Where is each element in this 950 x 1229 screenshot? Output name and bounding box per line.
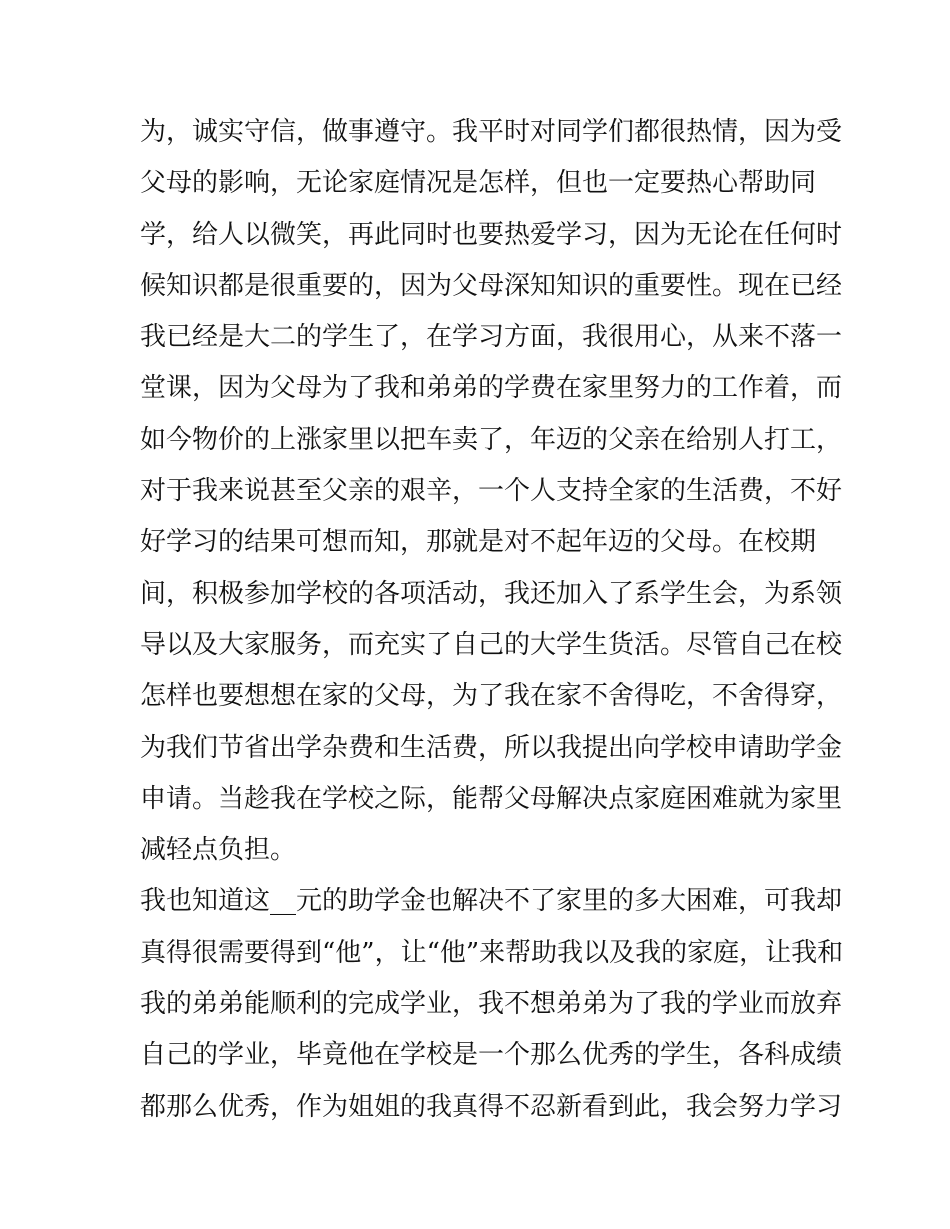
text-line: 申请。当趁我在学校之际，能帮父母解决点家庭困难就为家里: [140, 783, 843, 814]
text-line: 减轻点负担。: [140, 835, 297, 866]
text-line: 怎样也要想想在家的父母，为了我在家不舍得吃，不舍得穿，: [140, 681, 843, 712]
text-line: 真得很需要得到“他”，让“他”来帮助我以及我的家庭，让我和: [140, 937, 844, 968]
text-line: 为我们节省出学杂费和生活费，所以我提出向学校申请助学金: [140, 732, 843, 763]
text-line: 我也知道这__元的助学金也解决不了家里的多大困难，可我却: [140, 886, 843, 917]
text-line: 导以及大家服务，而充实了自己的大学生货活。尽管自己在校: [140, 629, 843, 660]
text-line: 间，积极参加学校的各项活动，我还加入了系学生会，为系领: [140, 578, 843, 609]
text-line: 对于我来说甚至父亲的艰辛，一个人支持全家的生活费，不好: [140, 476, 843, 507]
text-line: 我已经是大二的学生了，在学习方面，我很用心，从来不落一: [140, 322, 843, 353]
text-line: 学，给人以微笑，再此同时也要热爱学习，因为无论在任何时: [140, 219, 843, 250]
text-line: 如今物价的上涨家里以把车卖了，年迈的父亲在给别人打工，: [140, 424, 843, 455]
text-line: 候知识都是很重要的，因为父母深知知识的重要性。现在已经: [140, 270, 843, 301]
text-line: 父母的影响，无论家庭情况是怎样，但也一定要热心帮助同: [140, 168, 817, 199]
body-text: [140, 107, 844, 1133]
text-line: 都那么优秀，作为姐姐的我真得不忍新看到此，我会努力学习: [140, 1091, 843, 1122]
text-line: 好学习的结果可想而知，那就是对不起年迈的父母。在校期: [140, 527, 817, 558]
text-line: 我的弟弟能顺利的完成学业，我不想弟弟为了我的学业而放弃: [140, 989, 843, 1020]
text-line: 堂课，因为父母为了我和弟弟的学费在家里努力的工作着，而: [140, 373, 843, 404]
text-line: 自己的学业，毕竟他在学校是一个那么优秀的学生，各科成绩: [140, 1040, 843, 1071]
text-line: 为，诚实守信，做事遵守。我平时对同学们都很热情，因为受: [140, 117, 843, 147]
